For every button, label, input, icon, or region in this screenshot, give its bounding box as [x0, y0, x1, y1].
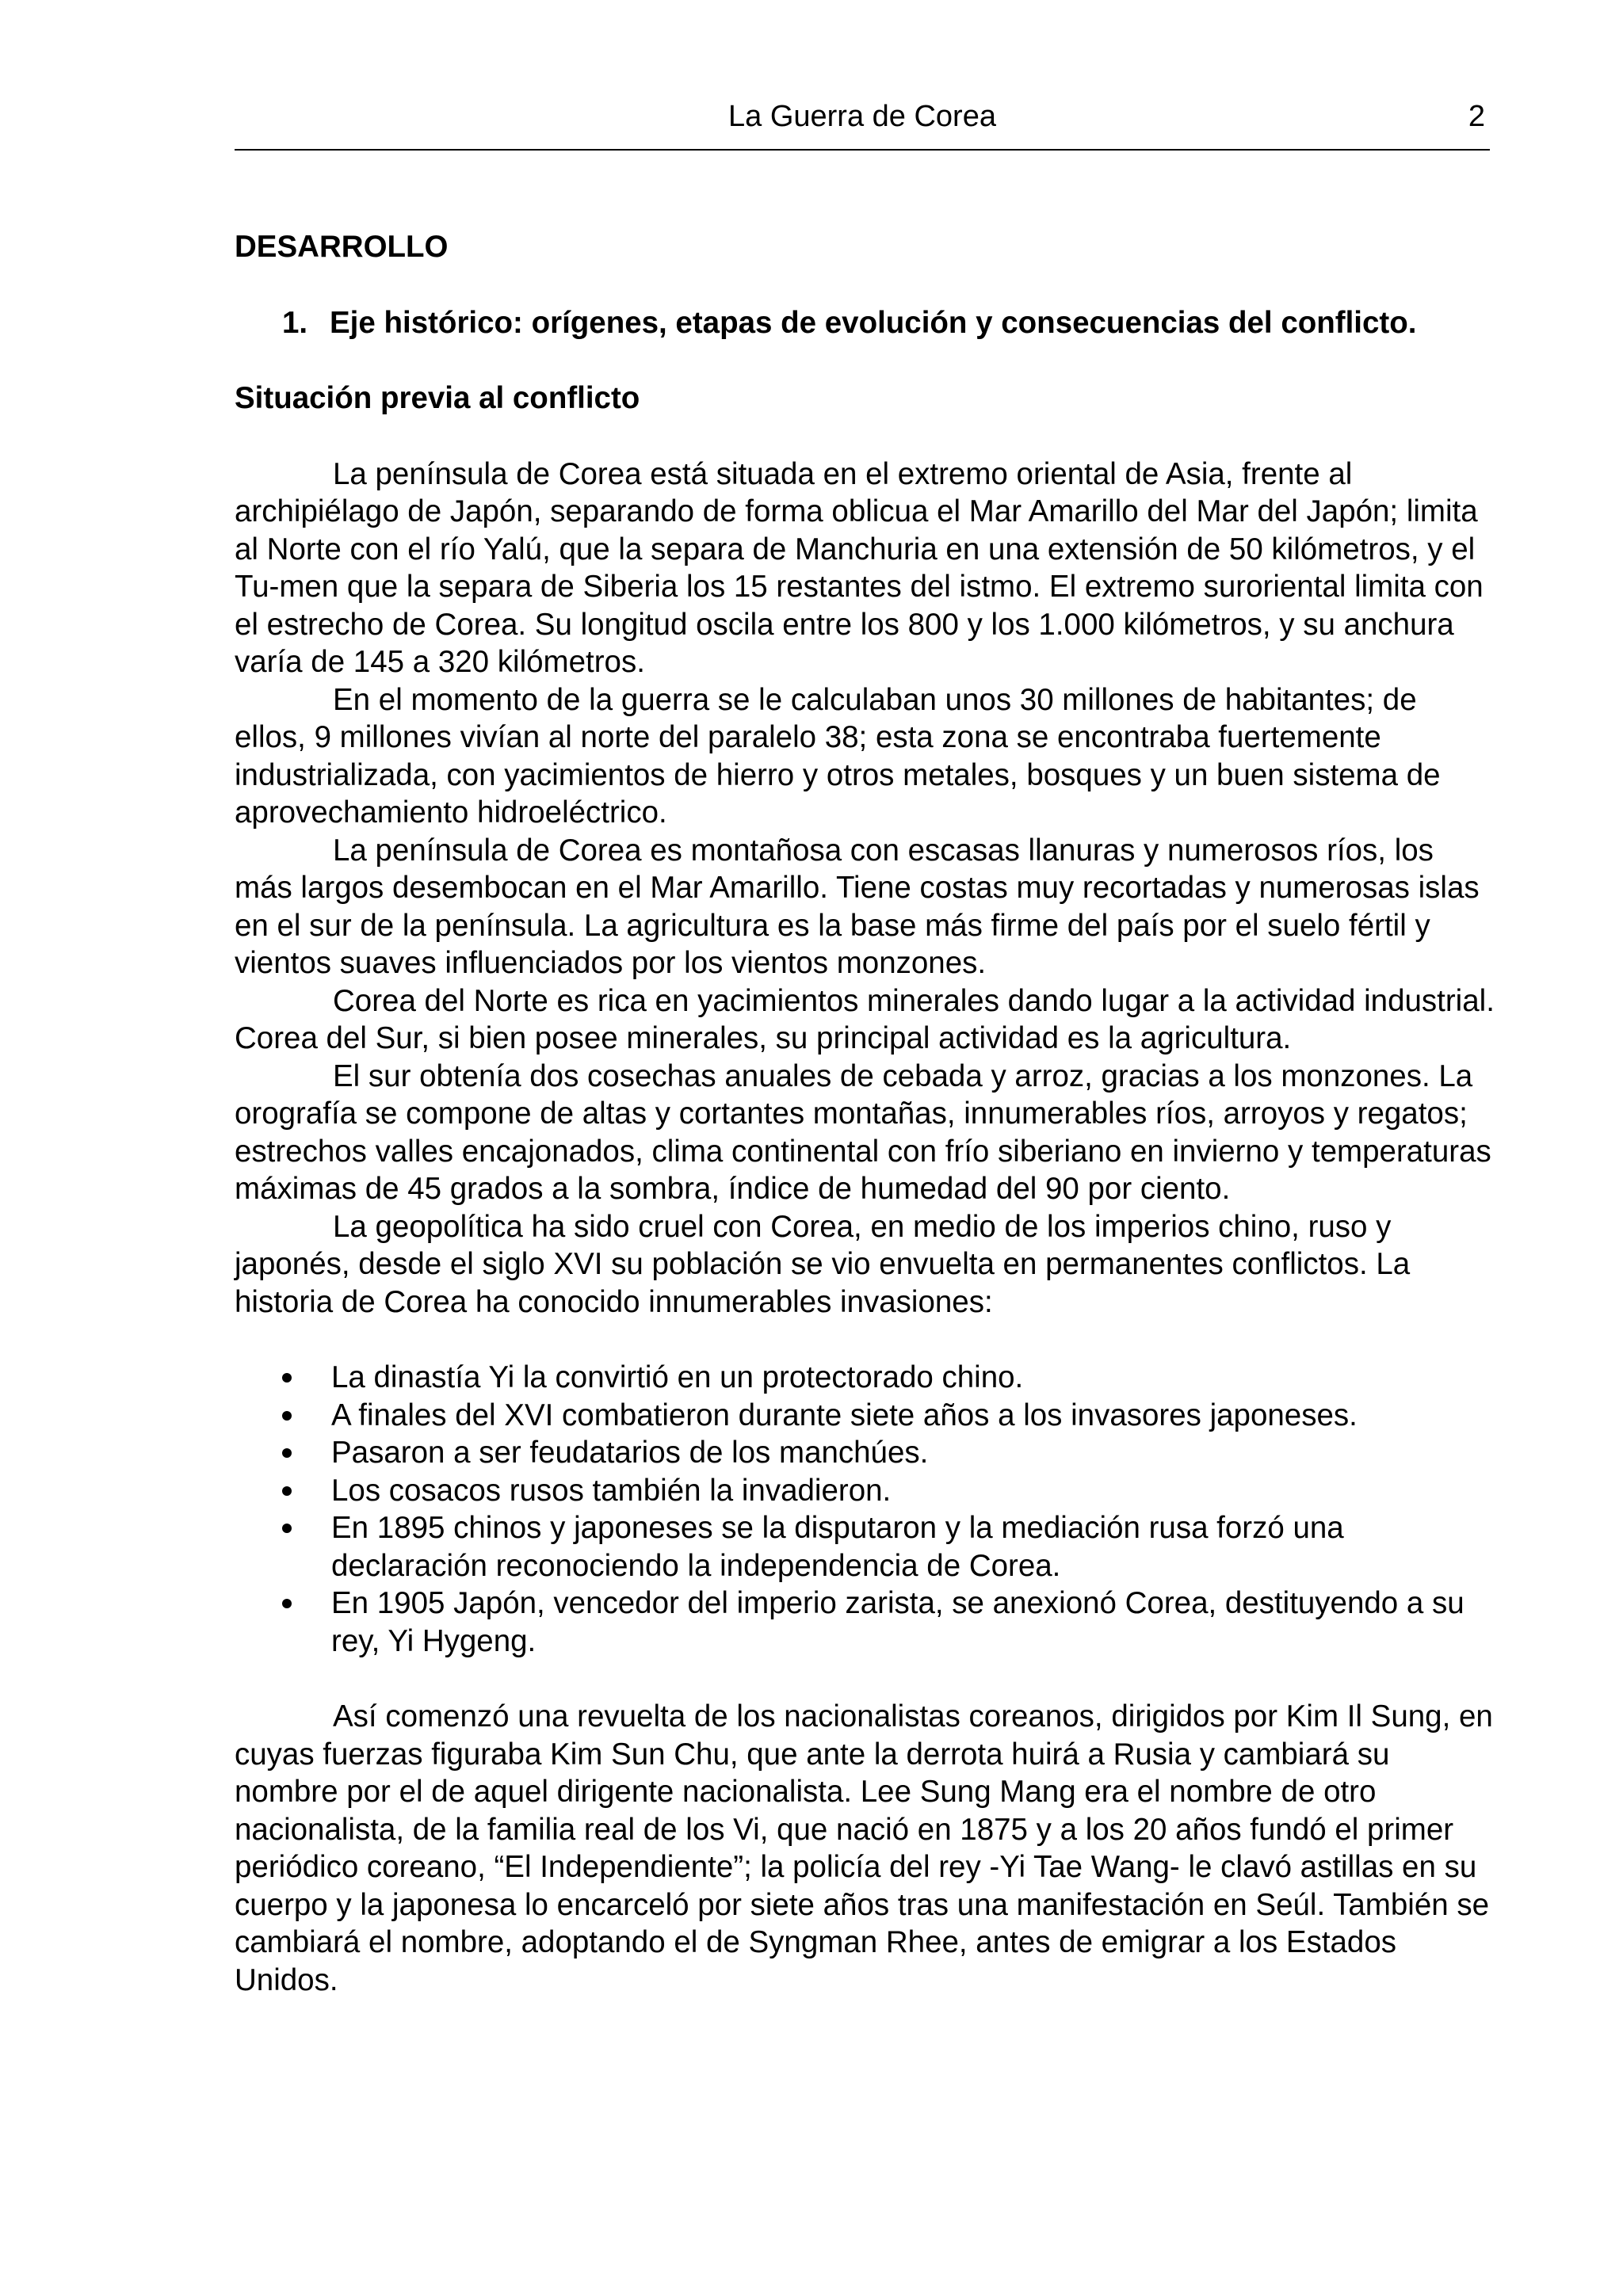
- list-item-text: En 1905 Japón, vencedor del imperio zarista, se anexionó Corea, destituyendo a su rey, Yi Hygeng.: [331, 1586, 1465, 1658]
- list-item: [235, 1509, 1495, 1585]
- list-item: [235, 1397, 1495, 1435]
- bullet-icon: [235, 1359, 331, 1397]
- section-title: DESARROLLO: [235, 230, 449, 264]
- paragraph: La geopolítica ha sido cruel con Corea, en medio de los imperios chino, ruso y japonés, desde el siglo XVI su población se vio envuelta en permanentes conflictos. La historia de Corea ha conocido innumerables invasiones:: [235, 1209, 1411, 1319]
- list-item-text: La dinastía Yi la convirtió en un protectorado chino.: [331, 1360, 1024, 1394]
- list-item: [235, 1585, 1495, 1660]
- numbered-heading: [282, 304, 1495, 342]
- paragraph: Corea del Norte es rica en yacimientos minerales dando lugar a la actividad industrial. Corea del Sur, si bien posee minerales, su principal actividad es la agricultura.: [235, 983, 1495, 1055]
- bullet-icon: [235, 1585, 331, 1660]
- list-item-text: Pasaron a ser feudatarios de los manchúes.: [331, 1436, 929, 1470]
- list-item: [235, 1434, 1495, 1472]
- paragraph: La península de Corea es montañosa con escasas llanuras y numerosos ríos, los más largos desembocan en el Mar Amarillo. Tiene costas muy recortadas y numerosas islas en el sur de la península. La agricultura es la base más firme del país por el suelo fértil y vientos suaves influenciados por los vientos monzones.: [235, 833, 1480, 980]
- page-number: 2: [1468, 100, 1485, 133]
- bullet-icon: [235, 1397, 331, 1435]
- heading-number: 1.: [282, 305, 308, 340]
- list-item: [235, 1472, 1495, 1510]
- paragraph: En el momento de la guerra se le calculaban unos 30 millones de habitantes; de ellos, 9 millones vivían al norte del paralelo 38; esta zona se encontraba fuertemente industrializada, con yacimientos de hierro y otros metales, bosques y un buen sistema de aprovechamiento hidroeléctrico.: [235, 682, 1441, 830]
- subheading: Situación previa al conflicto: [235, 381, 640, 415]
- heading-text: Eje histórico: orígenes, etapas de evolución y consecuencias del conflicto.: [330, 305, 1417, 340]
- list-item: [235, 1359, 1495, 1397]
- document-body: [235, 228, 1495, 1999]
- bullet-icon: [235, 1434, 331, 1472]
- page-header: [235, 93, 1490, 151]
- paragraph: Así comenzó una revuelta de los nacionalistas coreanos, dirigidos por Kim Il Sung, en cuyas fuerzas figuraba Kim Sun Chu, que ante la derrota huirá a Rusia y cambiará su nombre por el de aquel dirigente nacionalista. Lee Sung Mang era el nombre de otro nacionalista, de la familia real de los Vi, que nació en 1875 y a los 20 años fundó el primer periódico coreano, “El Independiente”; la policía del rey -Yi Tae Wang- le clavó astillas en su cuerpo y la japonesa lo encarceló por siete años tras una manifestación en Seúl. También se cambiará el nombre, adoptando el de Syngman Rhee, antes de emigrar a los Estados Unidos.: [235, 1699, 1493, 1997]
- bullet-icon: [235, 1472, 331, 1510]
- paragraph: La península de Corea está situada en el extremo oriental de Asia, frente al archipiélago de Japón, separando de forma oblicua el Mar Amarillo del Mar del Japón; limita al Norte con el río Yalú, que la separa de Manchuria en una extensión de 50 kilómetros, y el Tu-men que la separa de Siberia los 15 restantes del istmo. El extremo suroriental limita con el estrecho de Corea. Su longitud oscila entre los 800 y los 1.000 kilómetros, y su anchura varía de 145 a 320 kilómetros.: [235, 456, 1484, 679]
- invasions-list: [235, 1359, 1495, 1660]
- list-item-text: A finales del XVI combatieron durante siete años a los invasores japoneses.: [331, 1398, 1358, 1432]
- paragraph: El sur obtenía dos cosechas anuales de cebada y arroz, gracias a los monzones. La orografía se compone de altas y cortantes montañas, innumerables ríos, arroyos y regatos; estrechos valles encajonados, clima continental con frío siberiano en invierno y temperaturas máximas de 45 grados a la sombra, índice de humedad del 90 por ciento.: [235, 1058, 1491, 1206]
- list-item-text: En 1895 chinos y japoneses se la disputaron y la mediación rusa forzó una declaración reconociendo la independencia de Corea.: [331, 1511, 1344, 1583]
- running-title: La Guerra de Corea: [728, 100, 996, 133]
- list-item-text: Los cosacos rusos también la invadieron.: [331, 1473, 892, 1508]
- bullet-icon: [235, 1509, 331, 1585]
